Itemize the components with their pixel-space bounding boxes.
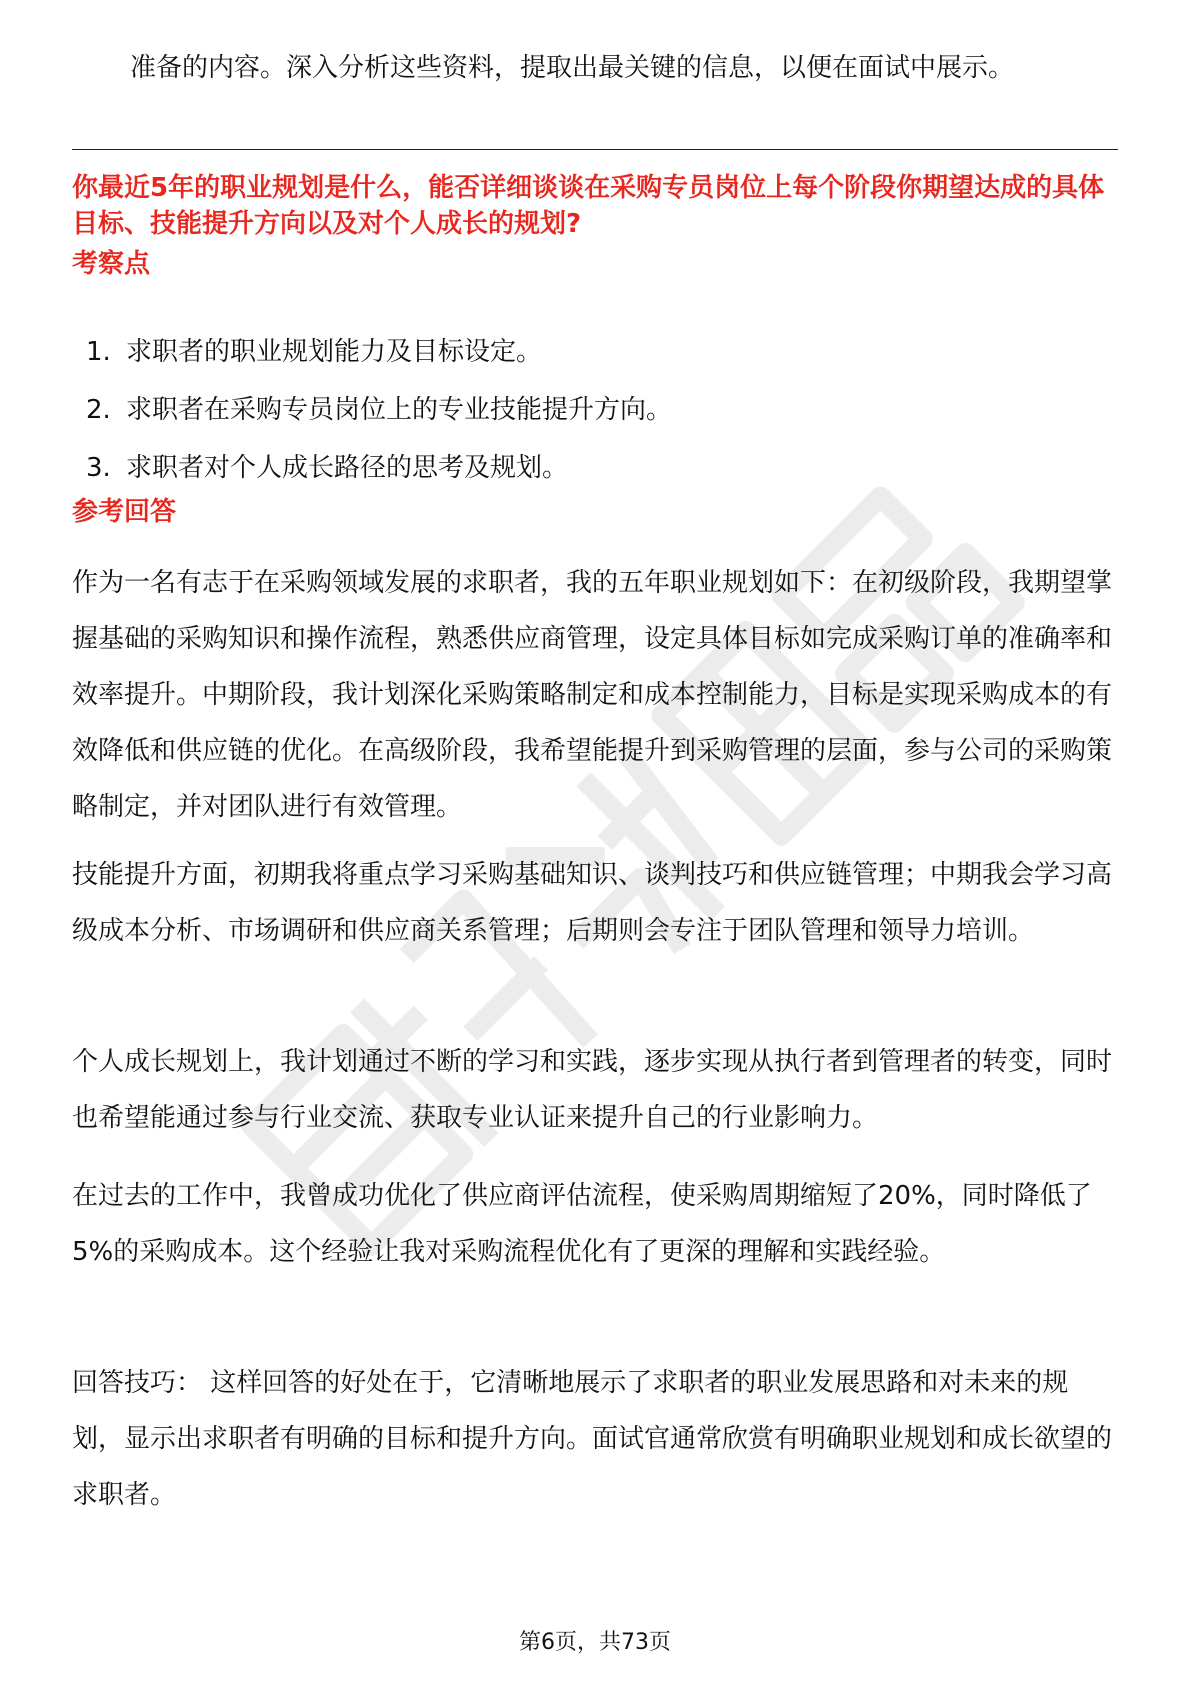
interview-question: 你最近5年的职业规划是什么，能否详细谈谈在采购专员岗位上每个阶段你期望达成的具体目标、技能提升方向以及对个人成长的规划?	[72, 173, 1105, 239]
list-item-text: 求职者在采购专员岗位上的专业技能提升方向。	[126, 395, 673, 425]
answer-paragraph: 在过去的工作中，我曾成功优化了供应商评估流程，使采购周期缩短了20%，同时降低了5%的采购成本。这个经验让我对采购流程优化有了更深的理解和实践经验。	[72, 1181, 1092, 1267]
answer-paragraph: 作为一名有志于在采购领域发展的求职者，我的五年职业规划如下：在初级阶段，我期望掌握基础的采购知识和操作流程，熟悉供应商管理，设定具体目标如完成采购订单的准确率和效率提升。中期阶段，我计划深化采购策略制定和成本控制能力，目标是实现采购成本的有效降低和供应链的优化。在高级阶段，我希望能提升到采购管理的层面，参与公司的采购策略制定，并对团队进行有效管理。	[72, 568, 1113, 822]
list-item	[72, 388, 1112, 446]
answer-tip-paragraph: 回答技巧： 这样回答的好处在于，它清晰地展示了求职者的职业发展思路和对未来的规划，显示出求职者有明确的目标和提升方向。面试官通常欣赏有明确职业规划和成长欲望的求职者。	[72, 1368, 1113, 1510]
assessment-list	[72, 330, 1112, 504]
answer-heading: 参考回答	[72, 497, 177, 527]
list-item-text: 求职者的职业规划能力及目标设定。	[126, 337, 543, 367]
page-number: 第6页，共73页	[519, 1630, 671, 1655]
intro-text: 准备的内容。深入分析这些资料，提取出最关键的信息，以便在面试中展示。	[130, 53, 1015, 83]
list-item-number: 2.	[86, 395, 111, 425]
answer-paragraph: 技能提升方面，初期我将重点学习采购基础知识、谈判技巧和供应链管理；中期我会学习高级成本分析、市场调研和供应商关系管理；后期则会专注于团队管理和领导力培训。	[72, 860, 1113, 946]
section-divider	[72, 149, 1118, 150]
list-item-number: 1.	[86, 337, 111, 367]
list-item-number: 3.	[86, 453, 111, 483]
list-item	[72, 330, 1112, 388]
assessment-heading: 考察点	[72, 249, 151, 279]
list-item-text: 求职者对个人成长路径的思考及规划。	[126, 453, 569, 483]
answer-paragraph: 个人成长规划上，我计划通过不断的学习和实践，逐步实现从执行者到管理者的转变，同时也希望能通过参与行业交流、获取专业认证来提升自己的行业影响力。	[72, 1047, 1113, 1133]
